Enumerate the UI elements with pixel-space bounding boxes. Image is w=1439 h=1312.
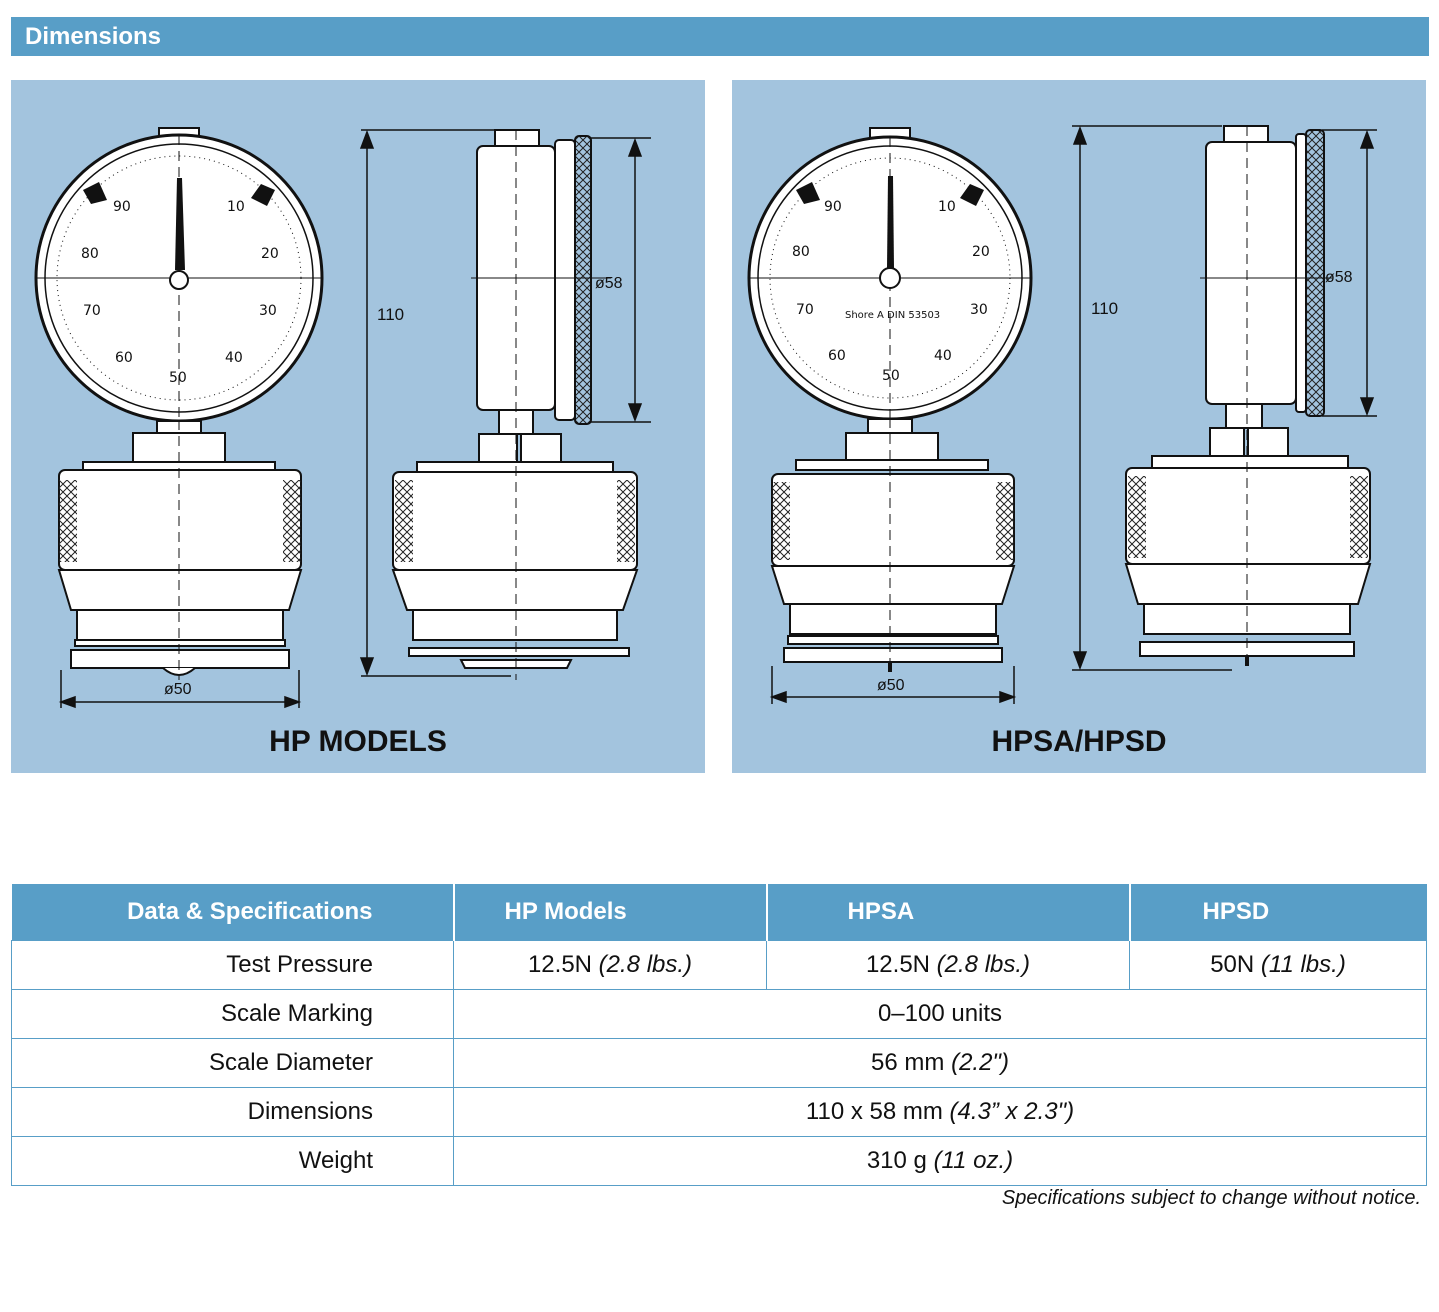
dial-number: 60	[115, 350, 133, 366]
footnote: Specifications subject to change without notice.	[1001, 1187, 1421, 1209]
dial-number: 10	[938, 199, 956, 215]
cell-value: 56 mm (2.2")	[454, 1039, 1427, 1088]
dial-number: 50	[169, 370, 187, 386]
dial-number: 70	[796, 302, 814, 318]
table-row	[12, 1088, 1427, 1137]
front-body	[772, 418, 1014, 672]
height-label: 110	[1091, 299, 1119, 318]
height-label: 110	[377, 305, 405, 324]
table-header-row	[12, 884, 1427, 941]
figure-hp-models	[11, 80, 705, 773]
dial-number: 60	[828, 348, 846, 364]
row-label: Scale Marking	[12, 990, 454, 1039]
header-data-specs: Data & Specifications	[12, 884, 454, 941]
dial-number: 40	[225, 350, 243, 366]
header-hpsa: HPSA	[767, 884, 1130, 941]
row-label: Test Pressure	[12, 941, 454, 990]
front-body	[59, 420, 301, 680]
cell-value: 110 x 58 mm (4.3” x 2.3")	[454, 1088, 1427, 1137]
dial-number: 20	[261, 246, 279, 262]
figure-label-hp-models: HP MODELS	[269, 725, 447, 758]
cell-value: 310 g (11 oz.)	[454, 1137, 1427, 1186]
section-header	[11, 17, 1429, 56]
dial-number: 70	[83, 303, 101, 319]
header-hpsd: HPSD	[1130, 884, 1427, 941]
figure-label-hpsa-hpsd: HPSA/HPSD	[991, 725, 1167, 758]
dial-number: 90	[113, 199, 131, 215]
header-hp-models: HP Models	[454, 884, 767, 941]
dial-number: 30	[970, 302, 988, 318]
dial-number: 20	[972, 244, 990, 260]
base-diameter-label: ø50	[164, 681, 192, 698]
row-label: Weight	[12, 1137, 454, 1186]
dial-scale-text: Shore A DIN 53503	[845, 310, 941, 321]
cell-hpsd: 50N (11 lbs.)	[1130, 941, 1427, 990]
dial-number: 90	[824, 199, 842, 215]
hp-models-drawing	[11, 80, 705, 773]
table-row	[12, 1137, 1427, 1186]
row-label: Scale Diameter	[12, 1039, 454, 1088]
table-row	[12, 941, 1427, 990]
hpsa-hpsd-drawing	[732, 80, 1426, 773]
dial-number: 30	[259, 303, 277, 319]
dial-number: 40	[934, 348, 952, 364]
figure-hpsa-hpsd	[732, 80, 1426, 773]
cell-hpsa: 12.5N (2.8 lbs.)	[767, 941, 1130, 990]
table-row	[12, 1039, 1427, 1088]
side-view	[1126, 126, 1370, 666]
dial-number: 80	[81, 246, 99, 262]
dial-number: 50	[882, 368, 900, 384]
row-label: Dimensions	[12, 1088, 454, 1137]
side-view	[393, 130, 637, 680]
dial-number: 10	[227, 199, 245, 215]
cell-value: 0–100 units	[454, 990, 1427, 1039]
dial-number: 80	[792, 244, 810, 260]
specifications-table	[11, 884, 1427, 1186]
section-title: Dimensions	[25, 23, 162, 50]
base-diameter-label: ø50	[877, 677, 905, 694]
dial-diameter-label: ø58	[1325, 269, 1353, 286]
table-row	[12, 990, 1427, 1039]
dial-diameter-label: ø58	[595, 275, 623, 292]
cell-hp: 12.5N (2.8 lbs.)	[454, 941, 767, 990]
